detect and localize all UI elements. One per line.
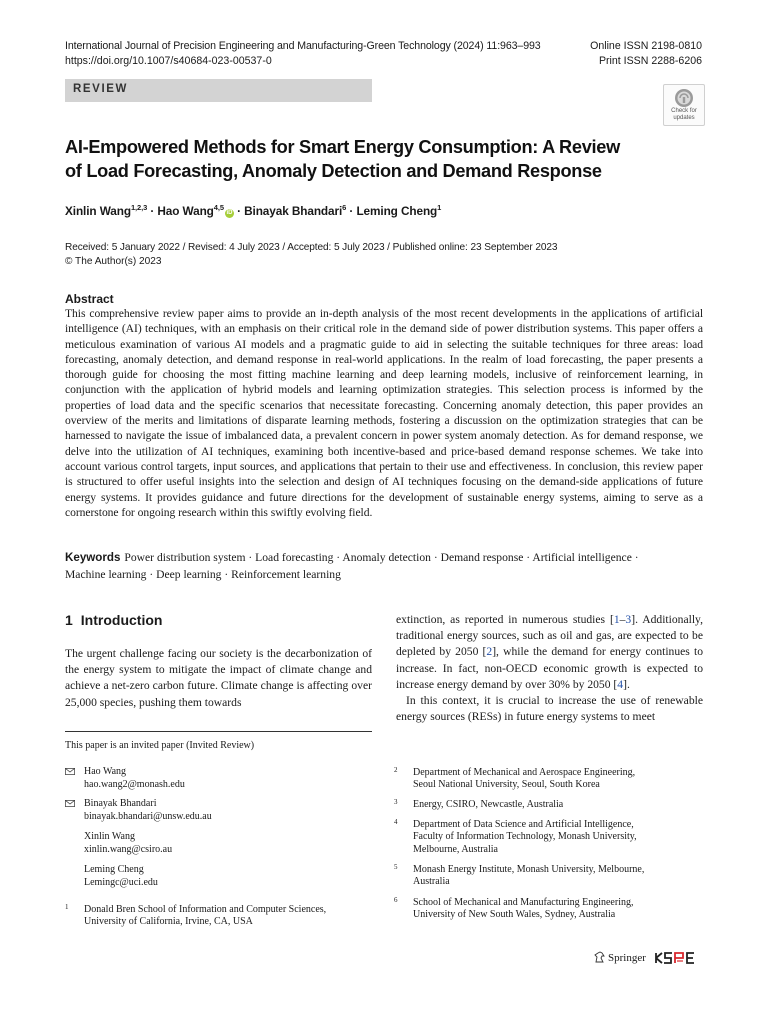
affiliation-number: 5 [394,863,398,871]
springer-label: Springer [608,952,646,964]
contact-entry [65,766,365,792]
contact-entry [65,831,365,857]
affiliation-text [413,799,563,811]
citation-link[interactable]: 3 [625,613,632,626]
check-for-updates-button[interactable] [663,84,705,126]
affiliation-line: University of California, Irvine, CA, USA [84,916,253,928]
abstract-heading: Abstract [65,292,114,306]
article-title [65,135,665,183]
author-affiliation-ref: 6 [342,203,347,212]
affiliation-line: Seoul National University, Seoul, South Korea [413,779,600,791]
contact-entry [65,864,365,890]
title-line-1: AI-Empowered Methods for Smart Energy Consumption: A Review [65,137,620,157]
author-affiliation-ref: 1 [437,203,442,212]
contact-text [84,831,172,856]
abstract-text: This comprehensive review paper aims to provide an in-depth analysis of the most recent developments in the applications of artificial intelligence (AI) techniques, with an emphasis on their critical role in the demand side of power distribution systems. This paper offers a meticulous examination of various AI models and a pragmatic guide to aid in selecting the suitable techniques for three areas: load forecasting, anomaly detection, and demand response in real-world applications. In the realm of load forecasting, the paper presents a thorough guide for choosing the most fitting machine learning and deep learning models, inclusive of reinforcement learning, in conjunction with the application of hybrid models and learning optimization strategies. This selection process is informed by the properties of load data and the specific scenarios that necessitate forecasting. Concerning anomaly detection, this paper provides an overview of the merits and limitations of disparate learning methods, fostering a discussion on the optimization strategies that can be harnessed to navigate the issue of imbalanced data, a prevalent concern in power system anomaly detection. As for demand response, we delve into the utilization of AI techniques, examining both incentive-based and price-based demand response schemes. We take into account various control targets, input sources, and applications that pertain to their use and effectiveness. In conclusion, this review paper is structured to offer useful insights into the selection and design of AI techniques focusing on the demand-side applications of future energy systems. It provides guidance and future directions for the development of sustainable energy systems, aiming to serve as a cornerstone for ongoing research within this swiftly evolving field. [65,307,703,519]
keywords-line-2: Machine learning · Deep learning · Reinforcement learning [65,567,341,581]
springer-logo [594,951,646,964]
contact-email[interactable]: binayak.bhandari@unsw.edu.au [84,810,212,822]
contact-name: Hao Wang [84,766,127,777]
affiliation-item [394,897,704,923]
publication-dates: Received: 5 January 2022 / Revised: 4 July 2023 / Accepted: 5 July 2023 / Published online: 23 September 2023 [65,242,558,253]
author-name[interactable]: Hao Wang [157,203,214,218]
kspe-logo-mark [655,951,703,965]
contact-text [84,798,212,823]
affiliation-line: Department of Data Science and Artificial Intelligence, [413,819,634,830]
citation-link[interactable]: 4 [617,677,624,691]
springer-horse-icon [594,951,605,963]
contact-email[interactable]: xinlin.wang@csiro.au [84,843,173,855]
author-name[interactable]: Leming Cheng [356,203,438,218]
author-affiliation-ref: 4,5 [213,203,224,212]
contact-entry [65,798,365,824]
intro-paragraph-left: The urgent challenge facing our society is the decarbonization of the energy system to mitigate the impact of climate change and achieve a net-zero carbon future. Climate change is affecting over 25,000 species, pushing them towards [65,647,372,709]
footnote-divider [65,731,372,732]
affiliation-number: 3 [394,798,398,806]
text-run: – [619,613,626,626]
text-run: ]. Additionally, traditional energy sources, such as oil and gas, are expected to be depleted by 2050 [ [396,613,703,659]
section-title: Introduction [80,612,163,628]
contact-name: Leming Cheng [84,864,144,875]
affiliation-item [394,819,704,857]
author-affiliation-ref: 1,2,3 [130,203,148,212]
affiliation-item [65,904,372,930]
contact-email[interactable]: Lemingc@uci.edu [84,876,158,888]
affiliation-number: 2 [394,766,398,774]
affiliation-number: 4 [394,818,398,826]
keywords-line-1: Power distribution system · Load forecasting · Anomaly detection · Demand response · Artificial intelligence · [124,551,639,564]
envelope-icon [65,768,75,775]
affiliation-item [394,767,704,793]
keywords-block [65,550,705,583]
citation-link[interactable]: 1 [613,613,620,626]
envelope-icon [65,800,75,807]
cfu-line-1: Check for [671,108,697,114]
section-heading [65,612,162,628]
affiliation-line: Energy, CSIRO, Newcastle, Australia [413,799,564,810]
journal-citation: International Journal of Precision Engineering and Manufacturing-Green Technology (2024) 11:963–993 [65,40,541,52]
orcid-icon[interactable]: iD [226,209,233,216]
section-number: 1 [65,612,73,628]
contact-name: Binayak Bhandari [84,798,157,809]
affiliation-line: Australia [413,876,450,888]
title-line-2: of Load Forecasting, Anomaly Detection and Demand Response [65,161,602,181]
affiliation-line: School of Mechanical and Manufacturing Engineering, [413,897,634,908]
affiliation-line: Donald Bren School of Information and Computer Sciences, [84,904,327,915]
contact-text [84,766,185,791]
text-run: ]. [623,677,630,691]
affiliation-line: University of New South Wales, Sydney, Australia [413,909,616,921]
affiliation-line: Department of Mechanical and Aerospace Engineering, [413,767,636,778]
cfu-line-2: updates [673,115,695,121]
author-list: Xinlin Wang$^{1,2,3}$ · Hao Wang$^{4,5}$iD · Binayak Bhandari$^6$ · Leming Cheng$^1$ [65,203,442,218]
check-for-updates-icon [674,88,694,108]
affiliation-number: 6 [394,896,398,904]
intro-paragraph-2: In this context, it is crucial to increase the use of renewable energy sources (RESs) in future energy systems to meet [396,694,703,724]
intro-column-right [396,612,703,725]
text-run: ], while the demand for energy continues to increase. In fact, non-OECD economic growth is expected to increase energy demand by over 30% by 2050 [ [396,645,703,691]
invited-paper-note: This paper is an invited paper (Invited Review) [65,740,255,751]
citation-link[interactable]: 2 [486,645,493,659]
affiliation-line: Faculty of Information Technology, Monash University, [413,831,637,843]
text-run: extinction, as reported in numerous studies [ [396,613,614,626]
keywords-label: Keywords [65,551,121,564]
affiliation-text [413,819,637,856]
affiliation-item [394,864,704,890]
issn-online: Online ISSN 2198-0810 [590,40,702,52]
copyright-notice: © The Author(s) 2023 [65,256,162,267]
author-name[interactable]: Xinlin Wang [65,203,131,218]
issn-print: Print ISSN 2288-6206 [598,55,702,67]
affiliation-number: 1 [65,903,69,911]
contact-text [84,864,158,889]
affiliation-item [394,799,704,813]
affiliation-text [413,897,633,922]
intro-paragraph-1 [396,612,703,693]
contact-name: Xinlin Wang [84,831,135,842]
kspe-logo [655,951,703,970]
doi-link[interactable]: https://doi.org/10.1007/s40684-023-00537-0 [65,55,272,67]
affiliation-line: Monash Energy Institute, Monash University, Melbourne, [413,864,645,875]
affiliation-text [413,864,644,889]
affiliation-line: Melbourne, Australia [413,843,498,855]
article-type-label: REVIEW [73,83,128,95]
affiliation-text [84,904,326,929]
contact-email[interactable]: hao.wang2@monash.edu [84,778,185,790]
check-for-updates-text [664,108,704,122]
author-name[interactable]: Binayak Bhandari [244,203,343,218]
affiliation-text [413,767,635,792]
